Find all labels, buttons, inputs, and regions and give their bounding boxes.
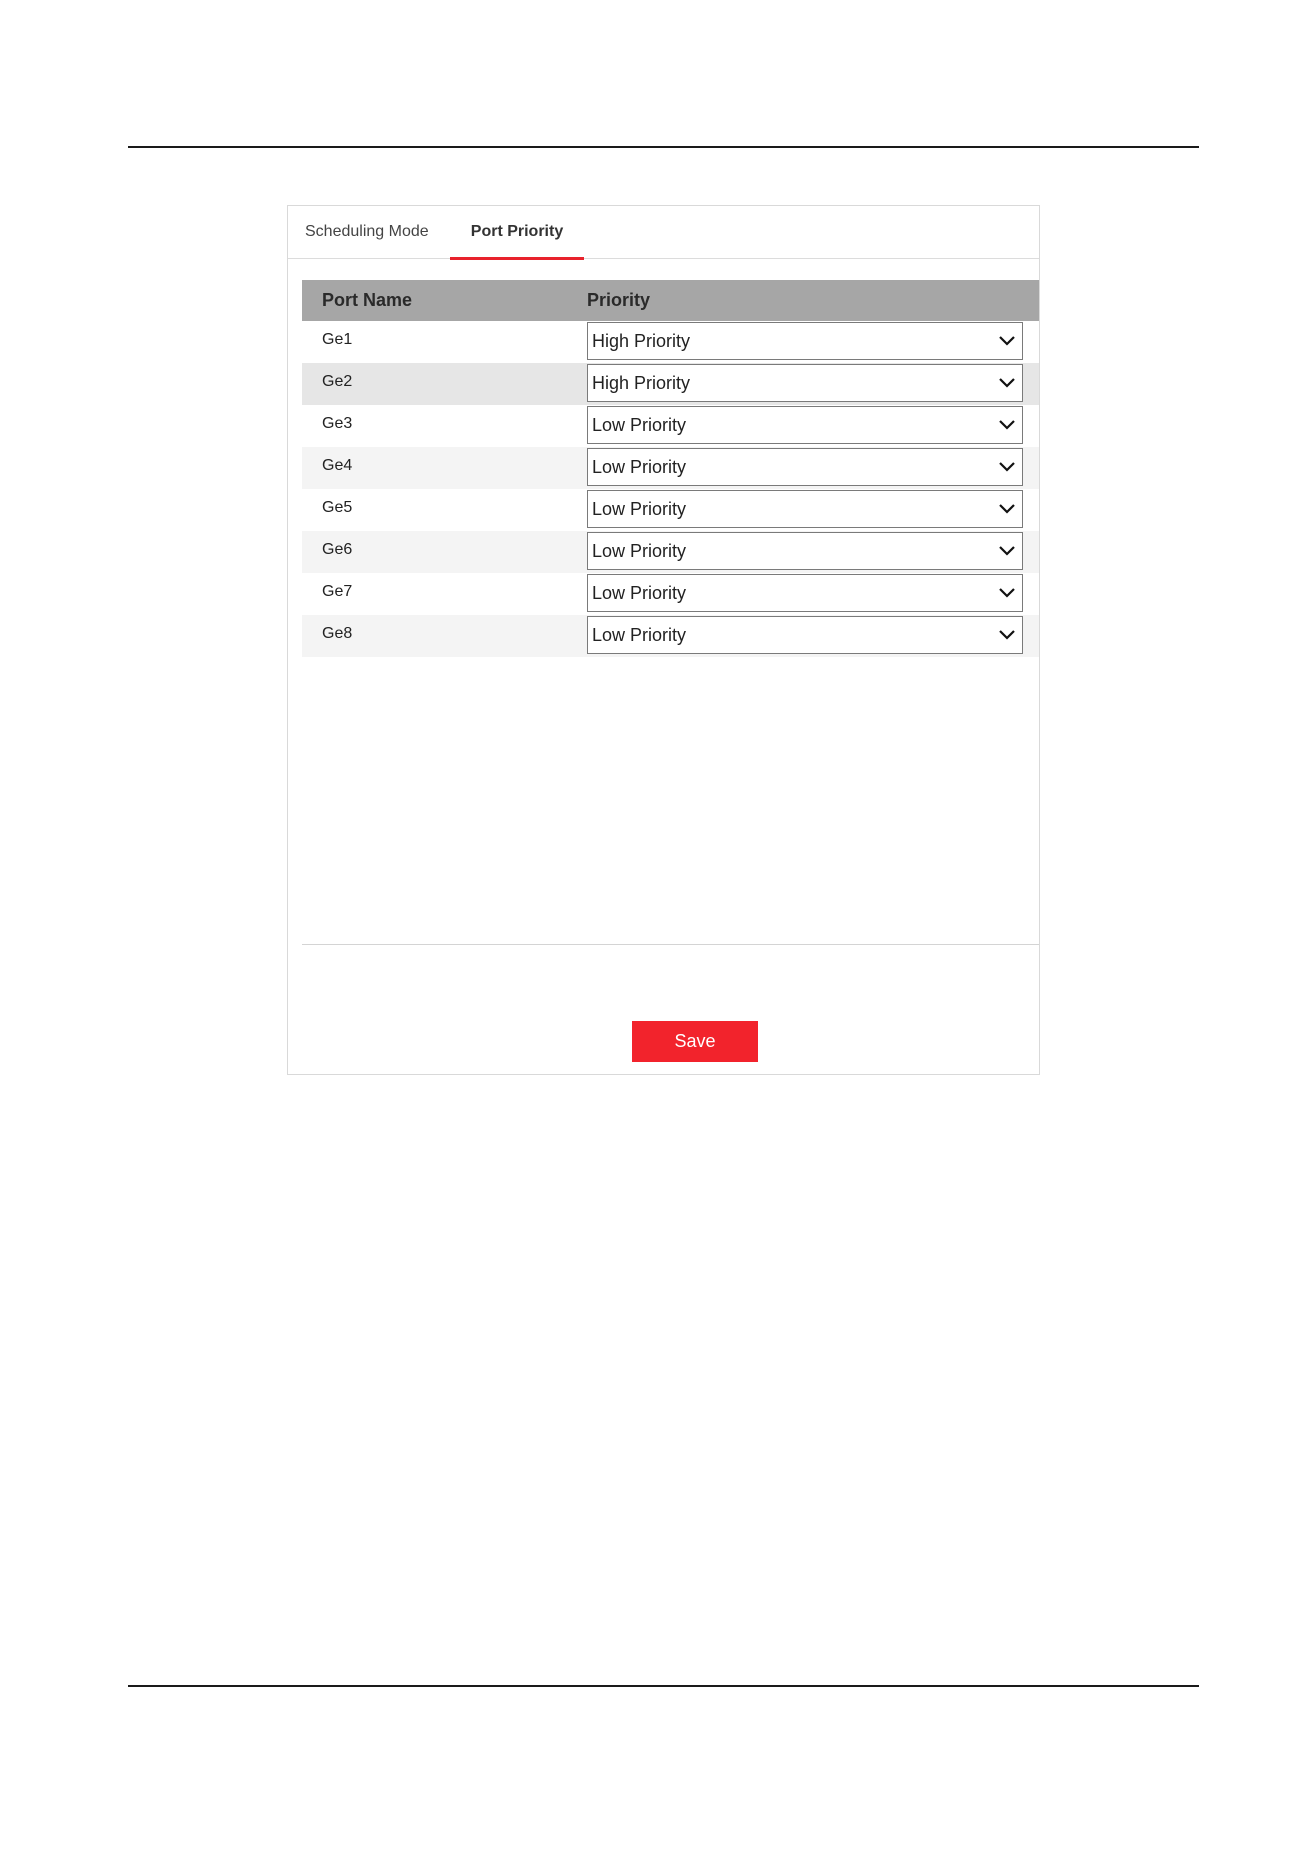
port-name-cell: Ge6	[322, 541, 353, 558]
chevron-down-icon	[998, 332, 1016, 350]
priority-select[interactable]	[587, 364, 1023, 402]
page-bottom-rule	[128, 1685, 1199, 1687]
chevron-down-icon	[998, 416, 1016, 434]
table-body	[302, 321, 1039, 657]
chevron-down-icon	[998, 458, 1016, 476]
priority-select[interactable]	[587, 322, 1023, 360]
port-name-cell: Ge8	[322, 625, 353, 642]
table-row	[302, 489, 1039, 531]
priority-select-value: Low Priority	[592, 541, 687, 561]
priority-select[interactable]	[587, 532, 1023, 570]
table-row	[302, 405, 1039, 447]
port-name-cell: Ge3	[322, 415, 353, 432]
chevron-down-icon	[998, 584, 1016, 602]
port-name-cell: Ge7	[322, 583, 353, 600]
table-row	[302, 573, 1039, 615]
table-row	[302, 531, 1039, 573]
table-row	[302, 321, 1039, 363]
port-name-cell: Ge2	[322, 373, 353, 390]
chevron-down-icon	[998, 500, 1016, 518]
table-header	[302, 280, 1039, 321]
port-priority-panel	[287, 205, 1040, 1075]
priority-select-value: Low Priority	[592, 625, 687, 645]
tab-port-priority[interactable]: Port Priority	[450, 206, 584, 258]
table-row	[302, 615, 1039, 657]
priority-select-value: High Priority	[592, 373, 691, 393]
priority-select-value: Low Priority	[592, 457, 687, 477]
chevron-down-icon	[998, 626, 1016, 644]
priority-select[interactable]	[587, 574, 1023, 612]
tab-scheduling-mode[interactable]: Scheduling Mode	[305, 223, 429, 240]
priority-select[interactable]	[587, 448, 1023, 486]
port-name-cell: Ge4	[322, 457, 353, 474]
priority-select[interactable]	[587, 490, 1023, 528]
priority-select[interactable]	[587, 406, 1023, 444]
port-priority-table	[302, 280, 1039, 657]
footer-divider	[302, 944, 1039, 945]
chevron-down-icon	[998, 374, 1016, 392]
table-row	[302, 363, 1039, 405]
column-header-priority: Priority	[587, 290, 651, 310]
save-button[interactable]: Save	[632, 1021, 758, 1062]
port-name-cell: Ge5	[322, 499, 353, 516]
priority-select[interactable]	[587, 616, 1023, 654]
page-top-rule	[128, 146, 1199, 148]
table-row	[302, 447, 1039, 489]
tab-bar	[288, 206, 1039, 259]
priority-select-value: High Priority	[592, 331, 691, 351]
priority-select-value: Low Priority	[592, 583, 687, 603]
chevron-down-icon	[998, 542, 1016, 560]
priority-select-value: Low Priority	[592, 415, 687, 435]
column-header-port-name: Port Name	[322, 290, 413, 310]
priority-select-value: Low Priority	[592, 499, 687, 519]
port-name-cell: Ge1	[322, 331, 353, 348]
